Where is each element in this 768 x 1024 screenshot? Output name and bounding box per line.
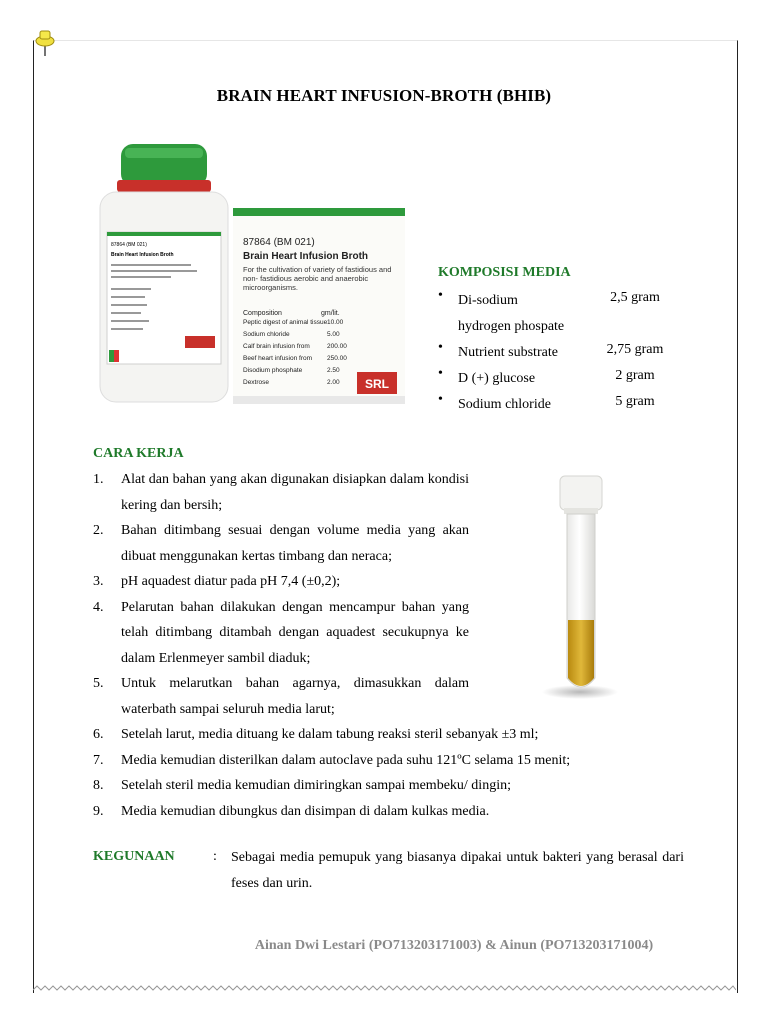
bullet-icon: • <box>438 366 443 381</box>
label-closeup <box>233 208 405 404</box>
product-photo <box>95 140 407 408</box>
label-row-name: Beef heart infusion from <box>243 355 313 362</box>
label-row-value: 200.00 <box>327 343 347 350</box>
kegunaan-label: KEGUNAAN <box>93 849 175 864</box>
label-unit-header: gm/lit. <box>321 310 340 317</box>
bullet-icon: • <box>438 288 443 303</box>
komposisi-item: • Nutrient substrate 2,75 gram <box>438 340 664 360</box>
label-code: 87864 (BM 021) <box>243 237 315 248</box>
komposisi-item-continuation: hydrogen phospate <box>458 319 565 334</box>
page-bottom-edge <box>33 984 736 996</box>
pushpin-icon <box>30 28 60 58</box>
bullet-icon: • <box>438 340 443 355</box>
label-row-name: Disodium phosphate <box>243 367 303 374</box>
bullet-icon: • <box>438 392 443 407</box>
label-composition-header: Composition <box>243 310 282 317</box>
label-row-value: 250.00 <box>327 355 347 362</box>
label-description: For the cultivation of variety of fastidious and non- fastidious aerobic and anaerobic microorganisms. <box>243 265 392 292</box>
kegunaan-colon: : <box>213 849 217 864</box>
komposisi-item: • Di-sodium 2,5 gram <box>438 288 660 308</box>
komposisi-item: • D (+) glucose 2 gram <box>438 366 655 386</box>
label-row-value: 2.00 <box>327 379 340 386</box>
bottle-label-code: 87864 (BM 021) <box>111 242 147 248</box>
step-item: 9. Media kemudian dibungkus dan disimpan di dalam kulkas media. <box>93 803 490 819</box>
label-row-name: Peptic digest of animal tissue <box>243 319 328 326</box>
step-item: 3. pH aquadest diatur pada pH 7,4 (±0,2); <box>93 574 341 589</box>
label-row-name: Sodium chloride <box>243 331 290 338</box>
step-item: 1. Alat dan bahan yang akan digunakan disiapkan dalam kondisi kering dan bersih; <box>93 472 469 513</box>
step-item: 7. Media kemudian disterilkan dalam autoclave pada suhu 121ºC selama 15 menit; <box>93 752 571 768</box>
bottle-image <box>100 144 228 402</box>
footer-authors: Ainan Dwi Lestari (PO713203171003) & Ainun (PO713203171004) <box>254 938 654 953</box>
label-product-name: Brain Heart Infusion Broth <box>243 251 369 262</box>
step-item: 5. Untuk melarutkan bahan agarnya, dimasukkan dalam waterbath sampai seluruh media larut; <box>93 676 469 717</box>
label-row-name: Calf brain infusion from <box>243 343 310 350</box>
label-row-value: 5.00 <box>327 331 340 338</box>
komposisi-item: • Sodium chloride 5 gram <box>438 392 655 412</box>
label-row-value: 10.00 <box>327 319 344 326</box>
komposisi-list <box>438 288 698 418</box>
label-row-name: Dextrose <box>243 379 270 386</box>
step-item: 6. Setelah larut, media dituang ke dalam tabung reaksi steril sebanyak ±3 ml; <box>93 727 539 742</box>
bottle-label-name: Brain Heart Infusion Broth <box>111 252 174 258</box>
label-brand: SRL <box>365 377 389 391</box>
step-item: 4. Pelarutan bahan dilakukan dengan mencampur bahan yang telah ditimbang ditambah dengan aquadest secukupnya ke dalam Erlenmeyer sambil diaduk; <box>93 599 469 666</box>
page-title: BRAIN HEART INFUSION-BROTH (BHIB) <box>216 86 552 105</box>
step-item: 2. Bahan ditimbang sesuai dengan volume media yang akan dibuat menggunakan kertas timbang dan neraca; <box>93 523 469 564</box>
label-row-value: 2.50 <box>327 367 340 374</box>
komposisi-title: KOMPOSISI MEDIA <box>438 265 571 280</box>
step-item: 8. Setelah steril media kemudian dimiringkan sampai membeku/ dingin; <box>93 778 511 793</box>
cara-kerja-title: CARA KERJA <box>93 446 184 461</box>
test-tube-image <box>536 470 626 710</box>
kegunaan-text: Sebagai media pemupuk yang biasanya dipakai untuk bakteri yang berasal dari feses dan urin. <box>231 850 684 891</box>
